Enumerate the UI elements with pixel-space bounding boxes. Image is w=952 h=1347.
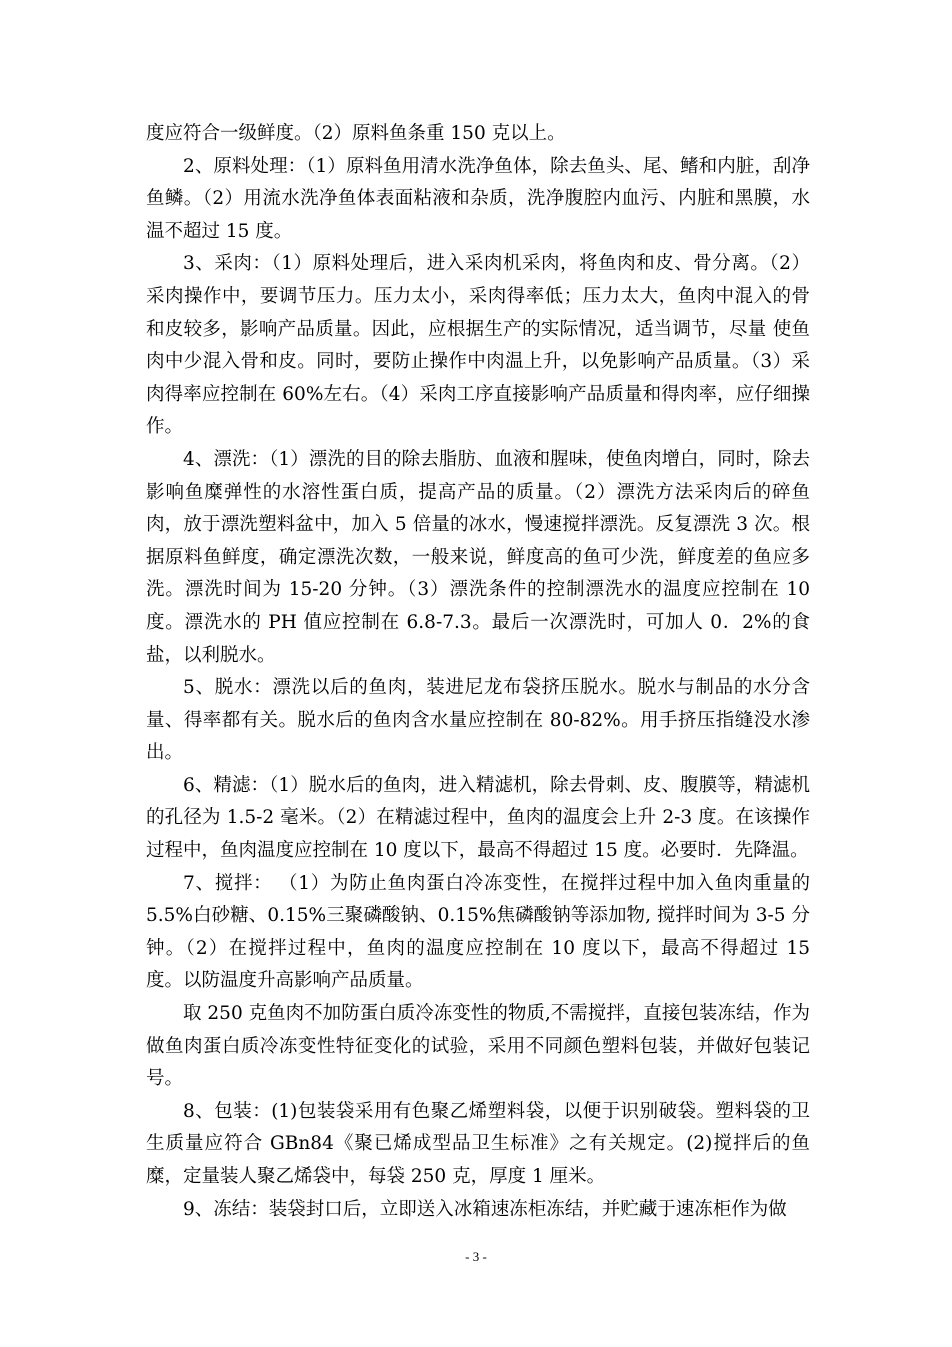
- paragraph-control-sample: 取 250 克鱼肉不加防蛋白质冷冻变性的物质,不需搅拌，直接包装冻结，作为做鱼肉蛋白质冷冻变性特征变化的试验，采用不同颜色塑料包装，并做好包装记号。: [146, 1003, 810, 1090]
- paragraph-dehydration: 5、脱水：漂洗以后的鱼肉，装进尼龙布袋挤压脱水。脱水与制品的水分含量、得率都有关。脱水后的鱼肉含水量应控制在 80-82%。用手挤压指缝没水渗出。: [146, 677, 810, 764]
- paragraph-stirring: 7、搅拌： （1）为防止鱼肉蛋白冷冻变性，在搅拌过程中加入鱼肉重量的 5.5%白砂糖、0.15%三聚磷酸钠、0.15%焦磷酸钠等添加物, 搅拌时间为 3-5 分钟。（2）在搅拌过程中，鱼肉的温度应控制在 10 度以下，最高不得超过 15 度。以防温度升高影响产品质量。: [146, 872, 810, 992]
- paragraph-packaging: 8、包装：(1)包装袋采用有色聚乙烯塑料袋，以便于识别破袋。塑料袋的卫生质量应符合 GBn84《聚已烯成型品卫生标准》之有关规定。(2)搅拌后的鱼糜，定量装人聚乙烯袋中，每袋 250 克，厚度 1 厘米。: [146, 1100, 810, 1187]
- page-number: - 3 -: [465, 1249, 487, 1264]
- paragraph-raw-material-processing: 2、原料处理：（1）原料鱼用清水洗净鱼体，除去鱼头、尾、鳍和内脏，刮净鱼鳞。（2）用流水洗净鱼体表面粘液和杂质，洗净腹腔内血污、内脏和黑膜，水温不超过 15 度。: [146, 155, 810, 242]
- paragraph-freezing: 9、冻结：装袋封口后，立即送入冰箱速冻柜冻结，并贮藏于速冻柜作为做: [183, 1198, 787, 1220]
- paragraph-continuation: 度应符合一级鲜度。（2）原料鱼条重 150 克以上。: [146, 123, 566, 144]
- paragraph-meat-extraction: 3、采肉：（1）原料处理后，进入采肉机采肉，将鱼肉和皮、骨分离。（2）采肉操作中，要调节压力。压力太小，采肉得率低；压力太大，鱼肉中混入的骨和皮较多，影响产品质量。因此，应根据生产的实际情况，适当调节，尽量 使鱼肉中少混入骨和皮。同时，要防止操作中肉温上升，以免影响产品质量。（3）采肉得率应控制在 60%左右。（4）采肉工序直接影响产品质量和得肉率，应仔细操作。: [146, 253, 810, 438]
- paragraph-fine-filtering: 6、精滤：（1）脱水后的鱼肉，进入精滤机，除去骨刺、皮、腹膜等，精滤机的孔径为 1.5-2 毫米。（2）在精滤过程中，鱼肉的温度会上升 2-3 度。在该操作过程中，鱼肉温度应控制在 10 度以下，最高不得超过 15 度。必要时．先降温。: [146, 774, 810, 862]
- paragraph-rinsing: 4、漂洗：（1）漂洗的目的除去脂肪、血液和腥味，使鱼肉增白，同时，除去影响鱼糜弹性的水溶性蛋白质，提高产品的质量。（2）漂洗方法采肉后的碎鱼肉，放于漂洗塑料盆中，加入 5 倍量的冰水，慢速搅拌漂洗。反复漂洗 3 次。根据原料鱼鲜度，确定漂洗次数，一般来说，鲜度高的鱼可少洗，鲜度差的鱼应多洗。漂洗时间为 15-20 分钟。（3）漂洗条件的控制漂洗水的温度应控制在 10 度。漂洗水的 PH 值应控制在 6.8-7.3。最后一次漂洗时，可加人 0．2%的食盐，以利脱水。: [146, 448, 810, 666]
- document-body: [146, 118, 810, 1226]
